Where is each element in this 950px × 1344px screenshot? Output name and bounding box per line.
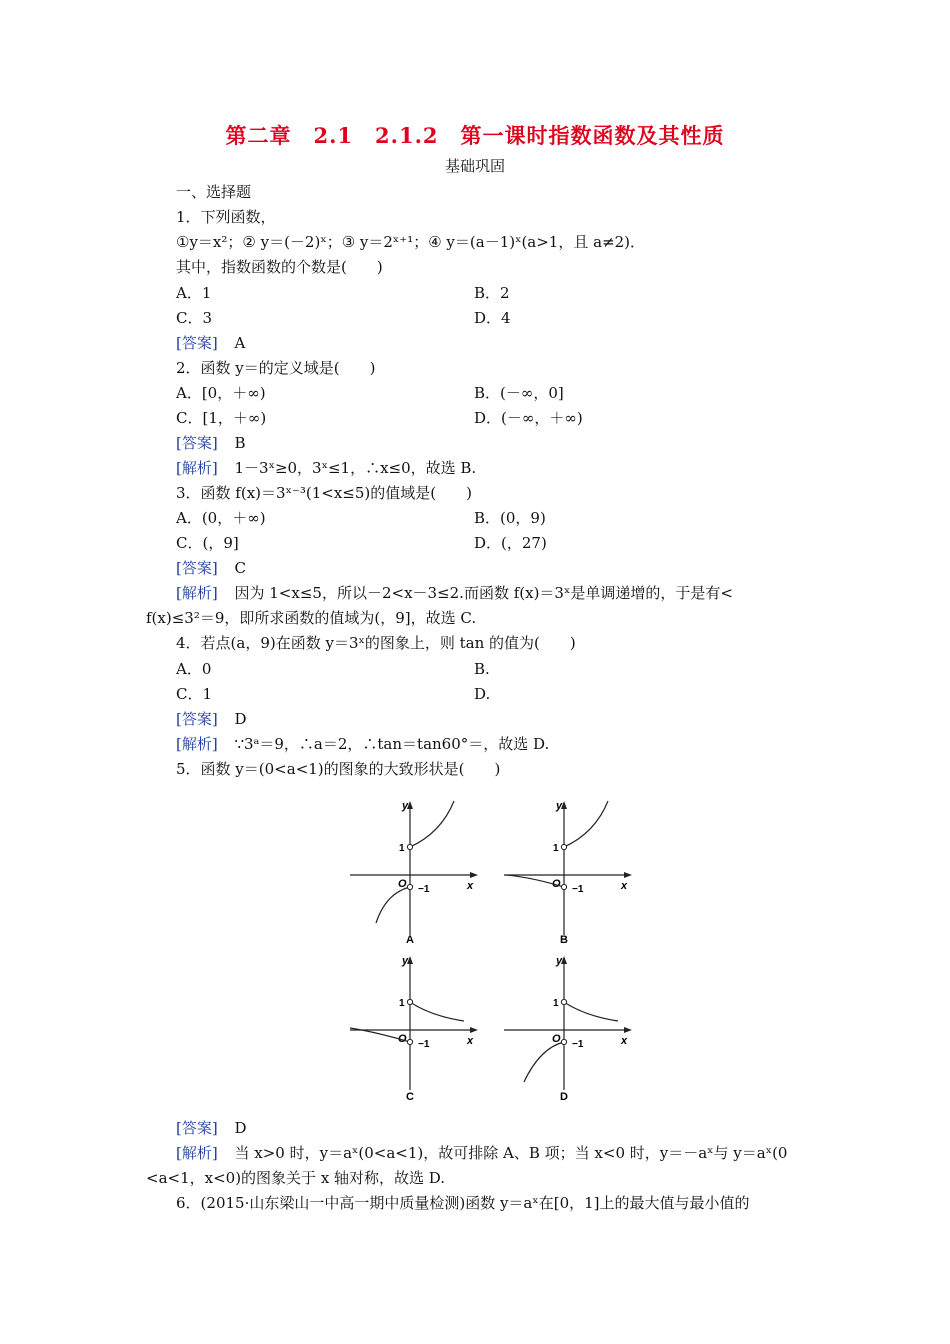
graph-d — [500, 950, 640, 1105]
curve-right — [564, 1002, 618, 1021]
answer-tag: [答案] — [176, 710, 218, 728]
section-heading: 一、选择题 — [176, 183, 252, 201]
q3-option-c: C．(，9] — [176, 534, 239, 552]
q3-answer-line — [176, 557, 246, 579]
q5-answer: D — [234, 1119, 247, 1137]
q5-analysis-2: <a<1，x<0)的图象关于 x 轴对称，故选 D. — [146, 1169, 446, 1187]
curve-right — [410, 801, 454, 847]
tick-1-label: 1 — [553, 998, 559, 1009]
page-title: 第二章 2.1 2.1.2 第一课时指数函数及其性质 — [225, 123, 725, 148]
q3-option-a: A．(0，＋∞) — [176, 509, 266, 527]
open-point — [561, 1039, 566, 1044]
q4-option-c: C．1 — [176, 685, 213, 703]
tick-neg1-label: −1 — [418, 884, 430, 895]
q5-analysis-line — [176, 1142, 787, 1164]
q4-option-b: B. — [474, 660, 490, 678]
q3-analysis-2: f(x)≤3²＝9，即所求函数的值域为(，9]，故选 C. — [146, 609, 477, 627]
q2-answer-line — [176, 432, 246, 454]
axis-y-label: y — [556, 955, 563, 967]
q2-option-d: D．(－∞，＋∞) — [474, 409, 583, 427]
origin-label: O — [552, 1033, 561, 1045]
q4-stem: 4．若点(a，9)在函数 y＝3ˣ的图象上，则 tan 的值为( ) — [176, 634, 576, 652]
open-point — [561, 844, 566, 849]
q1-option-c: C．3 — [176, 309, 213, 327]
analysis-tag: [解析] — [176, 735, 218, 753]
q4-analysis: ∵3ᵃ＝9，∴a＝2，∴tan＝tan60°＝，故选 D. — [234, 735, 550, 753]
tick-1-label: 1 — [553, 843, 559, 854]
q3-option-b: B．(0，9) — [474, 509, 546, 527]
q1-stem: 1．下列函数， — [176, 208, 276, 226]
q2-option-b: B．(－∞，0] — [474, 384, 564, 402]
q5-stem: 5．函数 y＝(0<a<1)的图象的大致形状是( ) — [176, 760, 501, 778]
open-point — [561, 999, 566, 1004]
q2-analysis-line — [176, 457, 476, 479]
graph-a — [346, 795, 486, 945]
curve-right — [564, 801, 608, 847]
analysis-tag: [解析] — [176, 459, 218, 477]
q1-option-b: B．2 — [474, 284, 510, 302]
open-point — [407, 884, 412, 889]
graph-b — [500, 795, 640, 945]
graph-a-label: A — [406, 934, 414, 945]
analysis-tag: [解析] — [176, 1144, 218, 1162]
analysis-tag: [解析] — [176, 584, 218, 602]
axis-x-label: x — [467, 880, 474, 892]
curve-left — [376, 887, 410, 923]
q6-stem: 6．(2015·山东梁山一中高一期中质量检测)函数 y＝aˣ在[0，1]上的最大值与最小值的 — [176, 1194, 750, 1212]
tick-neg1-label: −1 — [418, 1039, 430, 1050]
origin-label: O — [552, 878, 561, 890]
q1-answer: A — [234, 334, 246, 352]
answer-tag: [答案] — [176, 559, 218, 577]
page-subtitle: 基础巩固 — [444, 157, 505, 175]
q2-option-c: C．[1，＋∞) — [176, 409, 267, 427]
graph-c-label: C — [406, 1091, 414, 1103]
q1-answer-line — [176, 332, 245, 354]
q1-question: 其中，指数函数的个数是( ) — [176, 258, 383, 276]
q2-option-a: A．[0，＋∞) — [176, 384, 266, 402]
open-point — [407, 844, 412, 849]
q2-stem: 2．函数 y＝的定义域是( ) — [176, 359, 376, 377]
origin-label: O — [398, 1033, 407, 1045]
tick-1-label: 1 — [399, 998, 405, 1009]
q4-answer-line — [176, 708, 247, 730]
q3-stem: 3．函数 f(x)＝3ˣ⁻³(1<x≤5)的值域是( ) — [176, 484, 472, 502]
q4-analysis-line — [176, 733, 549, 755]
graph-d-label: D — [560, 1091, 568, 1103]
q2-answer: B — [234, 434, 246, 452]
q1-option-a: A．1 — [176, 284, 212, 302]
q4-option-a: A．0 — [176, 660, 212, 678]
q2-analysis: 1－3ˣ≥0，3ˣ≤1，∴x≤0，故选 B. — [234, 459, 477, 477]
curve-left — [524, 1042, 564, 1082]
open-point — [561, 884, 566, 889]
q1-funcs: ①y＝x²；② y＝(－2)ˣ；③ y＝2ˣ⁺¹；④ y＝(a－1)ˣ(a>1，且 a≠2)． — [176, 233, 646, 251]
axis-y-label: y — [402, 955, 409, 967]
axis-y-label: y — [402, 800, 409, 812]
axis-y-label: y — [556, 800, 563, 812]
q3-option-d: D．(，27) — [474, 534, 547, 552]
q4-option-d: D. — [474, 685, 491, 703]
tick-1-label: 1 — [399, 843, 405, 854]
open-point — [407, 1039, 412, 1044]
answer-tag: [答案] — [176, 434, 218, 452]
q3-answer: C — [234, 559, 246, 577]
tick-neg1-label: −1 — [572, 884, 584, 895]
axis-x-label: x — [467, 1035, 474, 1047]
q5-analysis-1: 当 x>0 时，y＝aˣ(0<a<1)，故可排除 A、B 项；当 x<0 时，y＝－aˣ与 y＝aˣ(0 — [234, 1144, 788, 1162]
axis-x-label: x — [621, 880, 628, 892]
graph-c — [346, 950, 486, 1105]
open-point — [407, 999, 412, 1004]
origin-label: O — [398, 878, 407, 890]
q3-analysis-line — [176, 582, 733, 604]
answer-tag: [答案] — [176, 334, 218, 352]
answer-tag: [答案] — [176, 1119, 218, 1137]
q4-answer: D — [234, 710, 247, 728]
axis-x-label: x — [621, 1035, 628, 1047]
graph-b-label: B — [560, 934, 568, 945]
q5-answer-line — [176, 1117, 247, 1139]
q1-option-d: D．4 — [474, 309, 511, 327]
q3-analysis-1: 因为 1<x≤5，所以－2<x－3≤2.而函数 f(x)＝3ˣ是单调递增的，于是有< — [234, 584, 733, 602]
tick-neg1-label: −1 — [572, 1039, 584, 1050]
curve-right — [410, 1002, 464, 1021]
